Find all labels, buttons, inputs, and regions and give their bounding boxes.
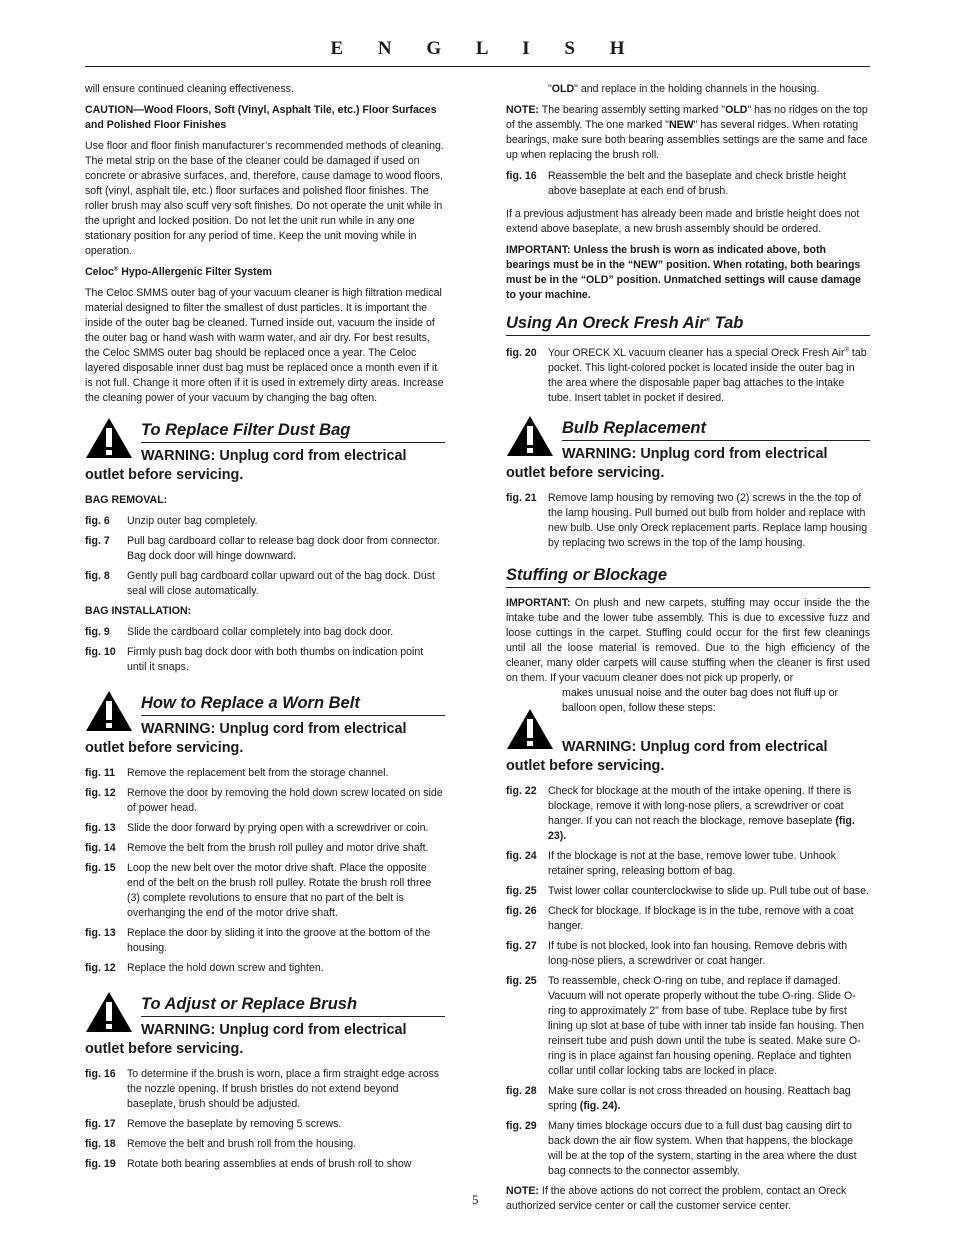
fig-item <box>85 645 445 675</box>
fig-item <box>85 534 445 564</box>
fig-text: Remove the replacement belt from the storage channel. <box>127 767 389 779</box>
fig-text: To reassemble, check O-ring on tube, and replace if damaged. Vacuum will not operate properly without the tube O-ring. Slide O-ring to approximately 2" from base of tube. Replace tube by first lining up slot at base of tube with inner tab inside fan housing. Then reinsert tube and push down until the tube is seated. Make sure O-ring is in place against fan housing opening. Replace and tighten collar until collar locking tabs are locked in place. <box>548 975 865 1077</box>
intro-text: will ensure continued cleaning effectiveness. <box>85 83 294 95</box>
fig-text <box>548 346 870 406</box>
fig-text: Firmly push bag dock door with both thumbs on indication point until it snaps. <box>127 646 424 673</box>
note-text-b: " has no ridges on the top of the assembly. The one marked " <box>506 104 868 131</box>
fig20-text-b: tab pocket. This light-colored pocket is located inside the outer bag in the area where the disposable paper bag attaches to the intake tube. Insert tablet in pocket if desired. <box>548 347 867 404</box>
new-marker: NEW <box>668 119 694 131</box>
fig-item <box>85 926 445 956</box>
fig-item <box>85 1157 445 1172</box>
note-bearing <box>506 103 870 163</box>
section-title-fresh-air <box>506 313 870 336</box>
note-text-a: The bearing assembly setting marked " <box>538 104 726 116</box>
header-title: E N G L I S H <box>330 38 640 59</box>
fig-item <box>506 904 870 934</box>
subhead-bag-removal: BAG REMOVAL: <box>85 494 168 506</box>
warning-filter-bag <box>85 447 445 485</box>
fig-label: fig. 25 <box>506 975 537 987</box>
fig-label: fig. 16 <box>506 170 537 182</box>
fig-label: fig. 26 <box>506 905 537 917</box>
page-header <box>85 38 870 67</box>
celoc-reg-mark: ® <box>113 266 119 273</box>
warning-icon <box>506 415 554 457</box>
fig-item <box>506 974 870 1079</box>
fig-text: Slide the cardboard collar completely into bag dock door. <box>127 626 394 638</box>
note-label: NOTE: <box>506 104 539 116</box>
fig-item <box>506 784 870 844</box>
fig-label: fig. 21 <box>506 492 537 504</box>
fig-item <box>85 1117 445 1132</box>
page-number: 5 <box>472 1192 479 1207</box>
fig-text: Many times blockage occurs due to a full dust bag causing dirt to back down the air flow system. When that happens, the blockage will be at the top of the system, starting in the area where the dust bag connects to the connector assembly. <box>548 1120 857 1177</box>
note-text: If the above actions do not correct the problem, contact an Oreck authorized service center or call the customer service center. <box>506 1185 847 1212</box>
stuffing-text <box>506 596 870 686</box>
fig-label: fig. 14 <box>85 842 116 854</box>
fig-label: fig. 19 <box>85 1158 116 1170</box>
fig-label: fig. 13 <box>85 927 116 939</box>
fig-text <box>548 1084 870 1114</box>
fig-text: Remove the belt from the brush roll pulley and motor drive shaft. <box>127 842 429 854</box>
warning-text: WARNING: Unplug cord from electrical outlet before servicing. <box>85 721 407 756</box>
fig-label: fig. 7 <box>85 535 110 547</box>
warning-stuffing <box>506 738 870 776</box>
fig-item <box>85 625 445 640</box>
fig-text: Reassemble the belt and the baseplate and check bristle height above baseplate at each end of brush. <box>548 170 846 197</box>
fig-text: Twist lower collar counterclockwise to slide up. Pull tube out of base. <box>548 885 869 897</box>
fig-item <box>85 1067 445 1112</box>
fig-text: If the blockage is not at the base, remove lower tube. Unhook retainer spring, releasing bottom of bag. <box>548 850 836 877</box>
note-service <box>506 1184 870 1214</box>
previous-adjustment-text: If a previous adjustment has already been made and bristle height does not extend above baseplate, a new brush assembly should be ordered. <box>506 208 860 235</box>
fig-label: fig. 9 <box>85 626 110 638</box>
note-label: NOTE: <box>506 1185 539 1197</box>
warning-icon <box>85 417 133 459</box>
celoc-title-a: Celoc <box>85 266 114 278</box>
fig-item <box>506 939 870 969</box>
fig-item <box>506 169 870 199</box>
caution-title: CAUTION—Wood Floors, Soft (Vinyl, Asphalt Tile, etc.) Floor Surfaces and Polished Floor Finishes <box>85 104 437 131</box>
fig-item <box>506 491 870 551</box>
right-column <box>506 82 870 1220</box>
warning-text: WARNING: Unplug cord from electrical outlet before servicing. <box>85 1022 407 1057</box>
section-title-brush: To Adjust or Replace Brush <box>141 994 445 1017</box>
fig20-text-a: Your ORECK XL vacuum cleaner has a special Oreck Fresh Air <box>548 347 845 359</box>
warning-text: WARNING: Unplug cord from electrical outlet before servicing. <box>506 739 828 774</box>
fig-text: Unzip outer bag completely. <box>127 515 258 527</box>
left-column <box>85 82 445 1177</box>
fig-text: Remove the baseplate by removing 5 screws. <box>127 1118 342 1130</box>
fig22-ref: (fig. 23). <box>548 815 855 842</box>
continued-text <box>548 82 870 97</box>
warning-icon <box>85 690 133 732</box>
fig-item <box>506 1084 870 1114</box>
fig-label: fig. 6 <box>85 515 110 527</box>
quote: " <box>548 83 552 95</box>
old-marker: OLD <box>725 104 748 116</box>
fig22-text: Check for blockage at the mouth of the intake opening. If there is blockage, remove it with long-nose pliers, a screwdriver or coat hanger. If you can not reach the blockage, remove baseplate <box>548 785 852 827</box>
fig28-ref: (fig. 24). <box>579 1100 621 1112</box>
fig-item <box>85 961 445 976</box>
important-label: IMPORTANT: <box>506 597 571 609</box>
continued-rest: " and replace in the holding channels in the housing. <box>574 83 820 95</box>
fig-text: Gently pull bag cardboard collar upward out of the bag dock. Dust seal will close automatically. <box>127 570 435 597</box>
important-bearings: IMPORTANT: Unless the brush is worn as indicated above, both bearings must be in the “NEW” position. When rotating, both bearings must be in the “OLD” position. Unmatched settings will cause damage to your machine. <box>506 244 861 301</box>
caution-text: Use floor and floor finish manufacturer’s recommended methods of cleaning. The metal strip on the base of the cleaner could be damaged if used on concrete or abrasive surfaces, and, therefore, cause damage to wood floors, soft (vinyl, asphalt tile, etc.) floor surfaces and polished floor finishes. The roller brush may also scuff very soft finishes. Do not operate the unit while in the upright and locked position. Do not let the unit run while in any one stationary position for any period of time. Keep the unit moving while in operation. <box>85 140 444 257</box>
celoc-title-b: Hypo-Allergenic Filter System <box>118 266 272 278</box>
fig-text: Remove the door by removing the hold down screw located on side of power head. <box>127 787 443 814</box>
fig-item <box>506 346 870 406</box>
fig-text: Pull bag cardboard collar to release bag dock door from connector. Bag dock door will hinge downward. <box>127 535 440 562</box>
section-title-stuffing: Stuffing or Blockage <box>506 565 870 588</box>
section-title-filter-bag: To Replace Filter Dust Bag <box>141 420 445 443</box>
fig-text: Loop the new belt over the motor drive shaft. Place the opposite end of the belt on the brush roll pulley. Rotate the brush roll three (3) complete revolutions to ensure that no part of the belt is overhanging the end of the motor drive shaft. <box>127 862 432 919</box>
fig-label: fig. 20 <box>506 347 537 359</box>
fig-item <box>85 841 445 856</box>
fig-label: fig. 27 <box>506 940 537 952</box>
fig-label: fig. 29 <box>506 1120 537 1132</box>
warning-belt <box>85 720 445 758</box>
fig-text: Rotate both bearing assemblies at ends of brush roll to show <box>127 1158 412 1170</box>
warning-icon <box>506 708 554 750</box>
warning-bulb <box>506 445 870 483</box>
fig-item <box>85 821 445 836</box>
fig-text: Check for blockage. If blockage is in the tube, remove with a coat hanger. <box>548 905 854 932</box>
fig-label: fig. 11 <box>85 767 116 779</box>
fig-text: Remove lamp housing by removing two (2) screws in the the top of the lamp housing. Pull burned out bulb from holder and replace with new bulb. Use only Oreck replacement parts. Replace lamp housing by replacing two screws in the top of the lamp housing. <box>548 492 868 549</box>
subhead-bag-installation: BAG INSTALLATION: <box>85 605 192 617</box>
fig-text: Remove the belt and brush roll from the housing. <box>127 1138 357 1150</box>
fig-label: fig. 15 <box>85 862 116 874</box>
fig-text: Replace the hold down screw and tighten. <box>127 962 324 974</box>
warning-brush <box>85 1021 445 1059</box>
fig-label: fig. 13 <box>85 822 116 834</box>
fig-label: fig. 12 <box>85 787 116 799</box>
fig-text <box>548 784 870 844</box>
title-b: Tab <box>710 314 744 332</box>
fig-item <box>85 786 445 816</box>
reg-mark: ® <box>844 347 849 354</box>
fig28-text: Make sure collar is not cross threaded on housing. Reattach bag spring <box>548 1085 851 1112</box>
fig-label: fig. 22 <box>506 785 537 797</box>
reg-mark: ® <box>705 317 711 324</box>
old-marker: OLD <box>551 83 575 95</box>
fig-item <box>506 884 870 899</box>
fig-item <box>85 861 445 921</box>
fig-label: fig. 28 <box>506 1085 537 1097</box>
fig-item <box>85 766 445 781</box>
section-title-belt: How to Replace a Worn Belt <box>141 693 445 716</box>
stuffing-tail: makes unusual noise and the outer bag does not fluff up or balloon open, follow these steps: <box>562 687 839 714</box>
warning-icon <box>85 991 133 1033</box>
fig-item <box>85 514 445 529</box>
fig-text: Slide the door forward by prying open with a screwdriver or coin. <box>127 822 429 834</box>
fig-label: fig. 18 <box>85 1138 116 1150</box>
fig-label: fig. 16 <box>85 1068 116 1080</box>
celoc-text: The Celoc SMMS outer bag of your vacuum cleaner is high filtration medical material designed to filter the smallest of dust particles. It is important the inside of the outer bag be cleaned. Turned inside out, vacuum the inside of the outer bag or hand wash with warm water, and air dry. For best results, the Celoc SMMS outer bag should be replaced once a year. The Celoc layered disposable inner dust bag must be replaced once a month even if it is not full. Change it more often if it is used in extremely dirty areas. Increase the cleaning power of your vacuum by changing the bag often. <box>85 287 444 404</box>
warning-text: WARNING: Unplug cord from electrical outlet before servicing. <box>506 446 828 481</box>
warning-text: WARNING: Unplug cord from electrical outlet before servicing. <box>85 448 407 483</box>
stuffing-body: On plush and new carpets, stuffing may occur inside the the intake tube and the lower tube assembly. This is due to excessive fuzz and loose cuttings in the carpet. Stuffing could occur for the first few cleanings until all the loose material is removed. Due to the high efficiency of the cleaner, many older carpets will cause stuffing when the cleaner is first used on them. If your vacuum cleaner does not pick up properly, or <box>506 597 870 684</box>
fig-item <box>506 849 870 879</box>
fig-text: To determine if the brush is worn, place a firm straight edge across the nozzle opening. If brush bristles do not extend beyond baseplate, brush should be adjusted. <box>127 1068 440 1110</box>
fig-label: fig. 25 <box>506 885 537 897</box>
title-a: Using An Oreck Fresh Air <box>506 314 706 332</box>
fig-item <box>506 1119 870 1179</box>
fig-label: fig. 17 <box>85 1118 116 1130</box>
fig-text: Replace the door by sliding it into the groove at the bottom of the housing. <box>127 927 431 954</box>
fig-label: fig. 8 <box>85 570 110 582</box>
fig-item <box>85 569 445 599</box>
fig-label: fig. 10 <box>85 646 116 658</box>
celoc-title <box>85 265 445 280</box>
fig-item <box>85 1137 445 1152</box>
section-title-bulb: Bulb Replacement <box>562 418 870 441</box>
fig-label: fig. 24 <box>506 850 537 862</box>
fig-label: fig. 12 <box>85 962 116 974</box>
fig-text: If tube is not blocked, look into fan housing. Remove debris with long-nose pliers, a screwdriver or coat hanger. <box>548 940 848 967</box>
note-text-c: " has several ridges. When rotating bearings, make sure both bearing assemblies settings are the same and face up when replacing the brush roll. <box>506 119 868 161</box>
